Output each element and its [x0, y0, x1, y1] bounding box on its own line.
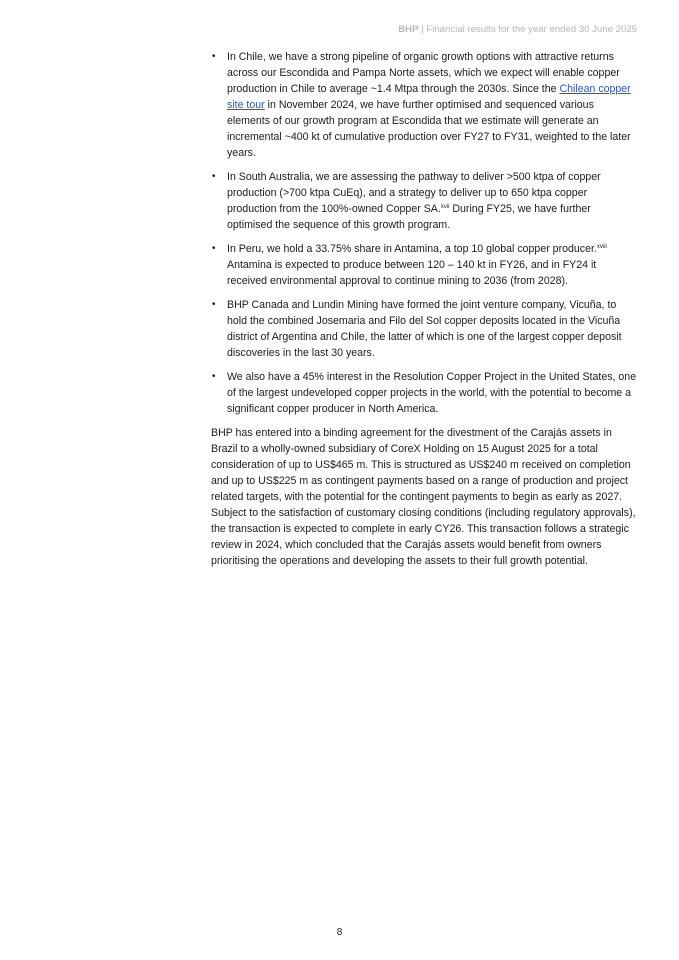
bullet-list [211, 49, 637, 417]
carajas-divestment-paragraph: BHP has entered into a binding agreement for the divestment of the Carajás assets in Brazil to a wholly-owned subsidiary of CoreX Holding on 15 August 2025 for a total consideration of up to US$465 m. This is structured as US$240 m received on completion and up to US$225 m as contingent payments based on a range of production and project related targets, with the potential for the contingent payments to begin as early as 2027. Subject to the satisfaction of customary closing conditions (including regulatory approvals), the transaction is expected to complete in early CY26. This transaction follows a strategic review in 2024, which concluded that the Carajás assets would benefit from owners prioritising the operations and developing the assets to their full growth potential. [211, 427, 636, 567]
bullet-marker: • [212, 243, 216, 254]
bullet-marker: • [212, 171, 216, 182]
bullet-marker: • [212, 371, 216, 382]
bullet-marker: • [212, 299, 216, 310]
bullet-item-south-australia [211, 169, 637, 233]
bullet-text-continued: in November 2024, we have further optimised and sequenced various elements of our growth program at Escondida that we estimate will generate an incremental ~400 kt of cumulative production over FY27 to FY31, weighted to the later years. [227, 99, 631, 159]
bullet-text: In South Australia, we are assessing the pathway to deliver >500 ktpa of copper production (>700 ktpa CuEq), and a strategy to deliver up to 650 ktpa copper production from the 100%-owned Copper SA. [227, 171, 601, 215]
chilean-copper-site-tour-link[interactable]: Chilean copper site tour [227, 83, 631, 111]
page-header [398, 24, 637, 35]
footnote-reference: xviii [596, 244, 607, 250]
header-title: Financial results for the year ended 30 June 2025 [426, 24, 637, 35]
bullet-item-peru [211, 241, 637, 289]
bullet-text-continued: During FY25, we have further optimised the sequence of this growth program. [227, 203, 591, 231]
bullet-text-continued: Antamina is expected to produce between 120 – 140 kt in FY26, and in FY24 it received environmental approval to continue mining to 2036 (from 2028). [227, 259, 597, 287]
bullet-item-chile [211, 49, 637, 161]
footnote-reference: xvii [440, 204, 450, 210]
bullet-item-vicuna [211, 297, 637, 361]
document-body [211, 49, 637, 569]
page-number: 8 [336, 927, 343, 938]
bullet-text: In Chile, we have a strong pipeline of organic growth options with attractive returns across our Escondida and Pampa Norte assets, which we expect will enable copper production in Chile to average ~1.4 Mtpa through the 2030s. Since the [227, 51, 620, 95]
header-separator: | [418, 24, 427, 35]
bullet-text: We also have a 45% interest in the Resolution Copper Project in the United States, one of the largest undeveloped copper projects in the world, with the potential to become a significant copper producer in North America. [227, 371, 637, 415]
bullet-text: BHP Canada and Lundin Mining have formed the joint venture company, Vicuña, to hold the combined Josemaria and Filo del Sol copper deposits located in the Vicuña district of Argentina and Chile, the latter of which is one of the largest copper deposit discoveries in the last 30 years. [227, 299, 622, 359]
bullet-item-resolution-copper [211, 369, 637, 417]
bullet-marker: • [212, 51, 216, 62]
header-brand: BHP [398, 24, 419, 35]
bullet-text: In Peru, we hold a 33.75% share in Antamina, a top 10 global copper producer. [227, 243, 597, 255]
